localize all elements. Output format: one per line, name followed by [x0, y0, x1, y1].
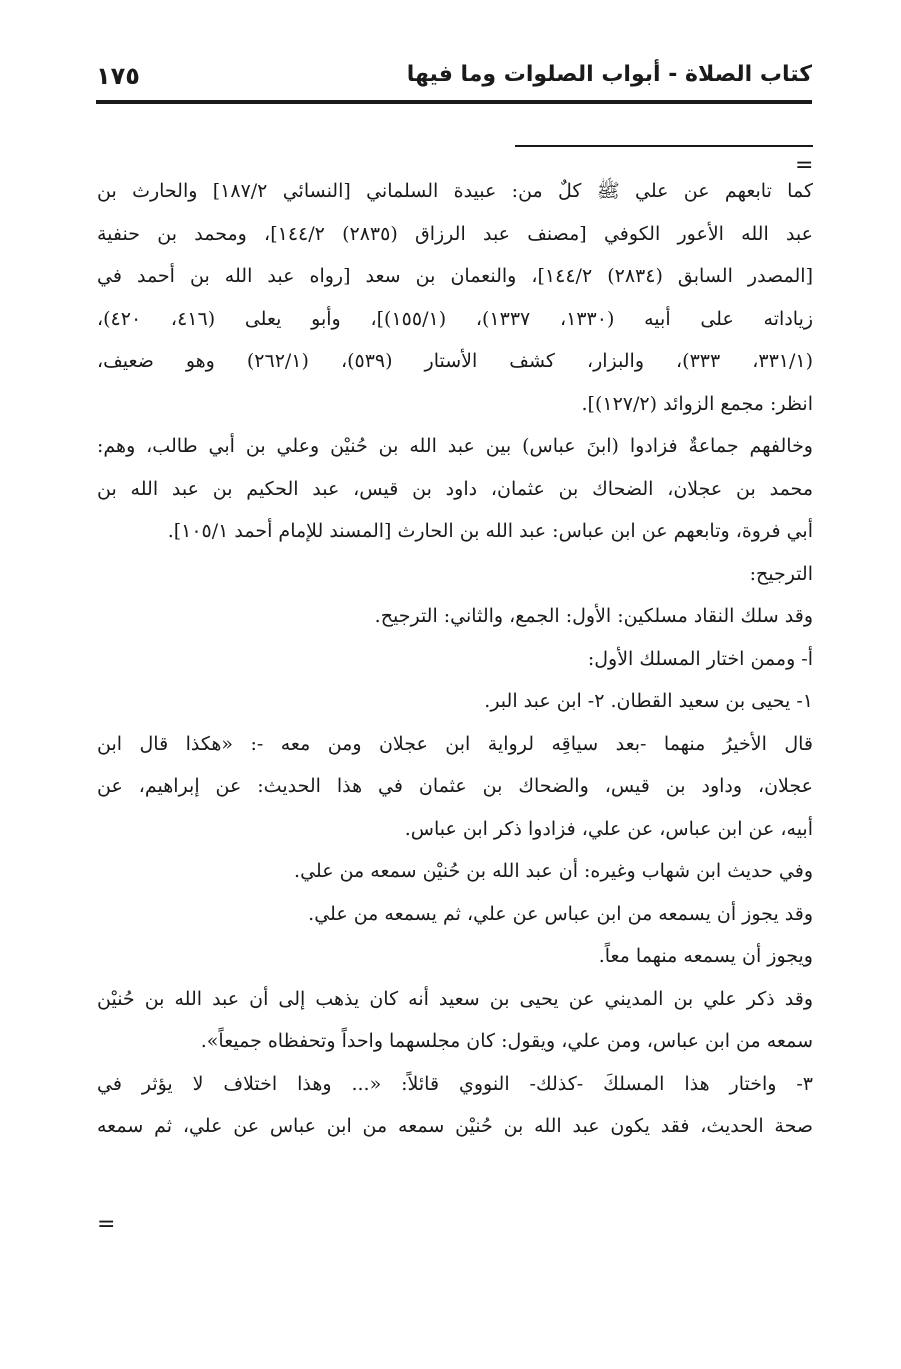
text-line: أ- وممن اختار المسلك الأول:	[587, 647, 813, 670]
continuation-mark-top: =	[795, 153, 814, 178]
text-line: محمد بن عجلان، الضحاك بن عثمان، داود بن قيس، عبد الحكيم بن عبد الله بن	[97, 477, 813, 500]
text-line: عجلان، وداود بن قيس، والضحاك بن عثمان في هذا الحديث: عن إبراهيم، عن	[97, 775, 813, 797]
text-line: انظر: مجمع الزوائد (١٢٧/٢)].	[581, 392, 813, 415]
text-line: وخالفهم جماعةٌ فزادوا (ابنَ عباس) بين عبد الله بن حُنيْن وعلي بن أبي طالب، وهم:	[97, 435, 813, 457]
section-heading: الترجيح:	[749, 562, 813, 585]
text-line: أبي فروة، وتابعهم عن ابن عباس: عبد الله بن الحارث [المسند للإمام أحمد ١٠٥/١].	[167, 520, 813, 542]
continuation-mark-bottom: =	[97, 1212, 116, 1237]
text-line: صحة الحديث، فقد يكون عبد الله بن حُنيْن سمعه من ابن عباس عن علي، ثم سمعه	[97, 1115, 813, 1137]
text-line: قال الأخيرُ منهما -بعد سياقِه لرواية ابن عجلان ومن معه -: «هكذا قال ابن	[97, 732, 813, 755]
text-line: وقد سلك النقاد مسلكين: الأول: الجمع، والثاني: الترجيح.	[374, 605, 813, 627]
header-rule	[96, 100, 812, 104]
text-line: ويجوز أن يسمعه منهما معاً.	[598, 945, 813, 967]
text-line: كما تابعهم عن علي ﷺ كلٌ من: عبيدة السلماني [النسائي ١٨٧/٢] والحارث بن	[97, 180, 813, 202]
text-line: (٣٣١/١، ٣٣٣)، والبزار، كشف الأستار (٥٣٩)، (٢٦٢/١) وهو ضعيف،	[97, 350, 813, 372]
footnote-body	[97, 170, 813, 1148]
text-line: ٣- واختار هذا المسلكَ -كذلك- النووي قائلاً: «... وهذا اختلاف لا يؤثر في	[97, 1072, 813, 1095]
text-line: وقد ذكر علي بن المديني عن يحيى بن سعيد أنه كان يذهب إلى أن عبد الله بن حُنيْن	[97, 987, 813, 1010]
text-line: وقد يجوز أن يسمعه من ابن عباس عن علي، ثم يسمعه من علي.	[308, 902, 813, 925]
text-line: وفي حديث ابن شهاب وغيره: أن عبد الله بن حُنيْن سمعه من علي.	[294, 860, 813, 882]
text-line: ١- يحيى بن سعيد القطان. ٢- ابن عبد البر.	[484, 690, 813, 712]
text-line: زياداته على أبيه (١٣٣٠، ١٣٣٧)، (١٥٥/١)]، وأبو يعلى (٤١٦، ٤٢٠)،	[97, 307, 813, 330]
text-line: أبيه، عن ابن عباس، عن علي، فزادوا ذكر ابن عباس.	[404, 817, 813, 840]
footnote-separator	[515, 145, 813, 147]
running-header	[96, 62, 812, 98]
text-line: [المصدر السابق (٢٨٣٤) ١٤٤/٢]، والنعمان بن سعد [رواه عبد الله بن أحمد في	[97, 265, 813, 287]
text-line: عبد الله الأعور الكوفي [مصنف عبد الرزاق (٢٨٣٥) ١٤٤/٢]، ومحمد بن حنفية	[97, 222, 813, 245]
text-line: سمعه من ابن عباس، ومن علي، ويقول: كان مجلسهما واحداً وتحفظاه جميعاً».	[200, 1030, 813, 1052]
header-title: كتاب الصلاة - أبواب الصلوات وما فيها	[406, 62, 812, 87]
page-number: ١٧٥	[96, 62, 140, 90]
